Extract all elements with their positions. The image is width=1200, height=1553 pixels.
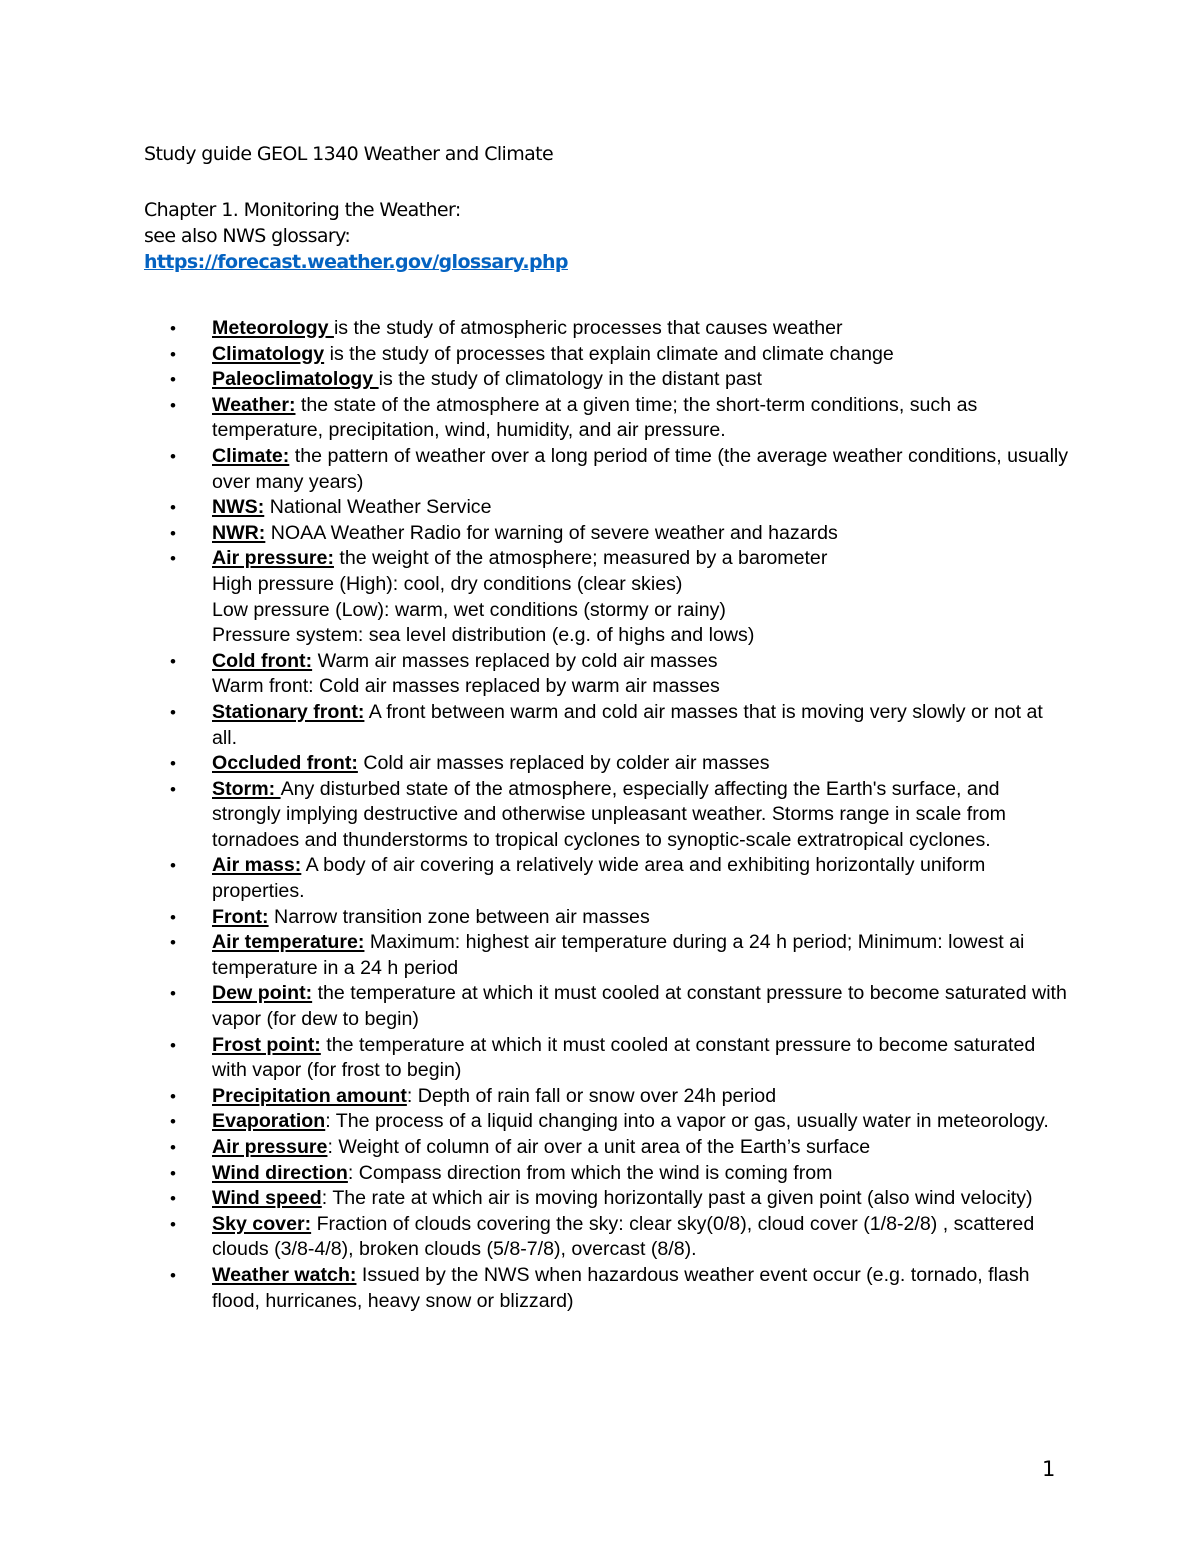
glossary-definition: : Depth of rain fall or snow over 24h period <box>406 1084 777 1107</box>
glossary-item <box>170 777 1070 854</box>
glossary-definition: Warm air masses replaced by cold air masses <box>312 649 718 672</box>
bullet-icon: • <box>170 702 176 722</box>
glossary-term: Air mass: <box>212 854 302 877</box>
bullet-icon: • <box>170 498 176 518</box>
bullet-icon: • <box>170 1035 176 1055</box>
glossary-item <box>170 1161 1070 1187</box>
glossary-item <box>170 316 1070 342</box>
glossary-item <box>170 495 1070 521</box>
glossary-item <box>170 1084 1070 1110</box>
glossary-definition: : Weight of column of air over a unit area of the Earth’s surface <box>327 1136 871 1158</box>
glossary-term: Precipitation amount <box>212 1084 407 1107</box>
page-number: 1 <box>1042 1457 1056 1481</box>
bullet-icon: • <box>170 907 176 927</box>
glossary-term: Occluded front: <box>212 752 358 775</box>
glossary-item <box>170 342 1070 368</box>
glossary-item <box>170 751 1070 777</box>
heading-block <box>144 141 568 275</box>
glossary-definition: A body of air covering a relatively wide area and exhibiting horizontally uniform properties. <box>212 854 986 903</box>
glossary-term: Paleoclimatology <box>212 368 379 391</box>
glossary-item <box>170 1212 1070 1263</box>
glossary-item <box>170 521 1070 547</box>
glossary-item <box>170 649 1070 700</box>
glossary-term: Climate: <box>212 444 290 467</box>
glossary-definition: is the study of processes that explain climate and climate change <box>324 342 894 365</box>
glossary-subline: Warm front: Cold air masses replaced by warm air masses <box>212 675 720 698</box>
glossary-item <box>170 1263 1070 1314</box>
glossary-term: Weather: <box>212 393 296 416</box>
glossary-definition: A front between warm and cold air masses that is moving very slowly or not at all. <box>212 700 1043 749</box>
glossary-definition: : The process of a liquid changing into a vapor or gas, usually water in meteorology. <box>325 1110 1049 1133</box>
bullet-icon: • <box>170 1189 176 1209</box>
bullet-icon: • <box>170 856 176 876</box>
glossary-item <box>170 905 1070 931</box>
bullet-icon: • <box>170 319 176 338</box>
bullet-icon: • <box>170 395 176 415</box>
glossary-term: Storm: <box>212 777 281 800</box>
glossary-item <box>170 1033 1070 1084</box>
bullet-icon: • <box>170 984 176 1004</box>
bullet-icon: • <box>170 523 176 543</box>
glossary-definition: Fraction of clouds covering the sky: clear sky(0/8), cloud cover (1/8-2/8) , scattered clouds (3/8-4/8), broken clouds (5/8-7/8), overcast (8/8). <box>212 1212 1035 1261</box>
glossary-term: Climatology <box>212 342 325 365</box>
bullet-icon: • <box>170 651 176 671</box>
glossary-definition: : The rate at which air is moving horizontally past a given point (also wind velocity) <box>321 1187 1033 1210</box>
glossary-term: Wind speed <box>212 1187 322 1210</box>
glossary-term: Dew point: <box>212 982 313 1005</box>
bullet-icon: • <box>170 446 176 466</box>
nws-glossary-link[interactable]: https://forecast.weather.gov/glossary.php <box>144 251 568 273</box>
glossary-definition: the state of the atmosphere at a given time; the short-term conditions, such as temperature, precipitation, wind, humidity, and air pressure. <box>212 393 978 442</box>
glossary-item <box>170 393 1070 444</box>
glossary-term: Frost point: <box>212 1033 321 1056</box>
glossary-term: Air temperature: <box>212 931 365 954</box>
bullet-icon: • <box>170 1163 176 1183</box>
glossary-subline: Pressure system: sea level distribution (e.g. of highs and lows) <box>212 624 755 647</box>
glossary-definition: is the study of climatology in the distant past <box>378 368 762 391</box>
glossary-term: Weather watch: <box>212 1263 357 1286</box>
glossary-item <box>170 930 1070 981</box>
bullet-icon: • <box>170 370 176 390</box>
bullet-icon: • <box>170 754 176 774</box>
glossary-definition: Maximum: highest air temperature during a 24 h period; Minimum: lowest ai temperature in a 24 h period <box>212 931 1025 979</box>
glossary-definition: National Weather Service <box>264 496 492 519</box>
glossary-term: Meteorology <box>212 317 334 339</box>
glossary-definition: Narrow transition zone between air masses <box>268 905 650 928</box>
glossary-term: Front: <box>212 905 269 928</box>
glossary-term: Air pressure: <box>212 547 334 570</box>
glossary-list <box>170 316 1070 1314</box>
glossary-definition: the weight of the atmosphere; measured by a barometer <box>333 547 828 570</box>
bullet-icon: • <box>170 933 176 953</box>
glossary-definition: : Compass direction from which the wind is coming from <box>347 1161 833 1184</box>
glossary-item <box>170 853 1070 904</box>
bullet-icon: • <box>170 1112 176 1132</box>
glossary-term: Air pressure <box>212 1136 328 1158</box>
bullet-icon: • <box>170 1086 176 1106</box>
glossary-term: Wind direction <box>212 1161 348 1184</box>
glossary-definition: is the study of atmospheric processes that causes weather <box>333 317 843 339</box>
glossary-item <box>170 700 1070 751</box>
glossary-term: NWS: <box>212 496 265 519</box>
glossary-item <box>170 444 1070 495</box>
glossary-definition: the temperature at which it must cooled at constant pressure to become saturated with vapor (for frost to begin) <box>212 1033 1036 1082</box>
glossary-item <box>170 1186 1070 1212</box>
bullet-icon: • <box>170 1138 176 1157</box>
glossary-definition: Issued by the NWS when hazardous weather event occur (e.g. tornado, flash flood, hurricanes, heavy snow or blizzard) <box>212 1263 1030 1312</box>
bullet-icon: • <box>170 1265 176 1285</box>
glossary-item <box>170 1135 1070 1161</box>
bullet-icon: • <box>170 549 176 569</box>
glossary-term: Cold front: <box>212 649 313 672</box>
glossary-item <box>170 981 1070 1032</box>
glossary-term: NWR: <box>212 521 266 544</box>
glossary-term: Sky cover: <box>212 1212 312 1235</box>
bullet-icon: • <box>170 1214 176 1234</box>
glossary-item <box>170 367 1070 393</box>
glossary-definition: the temperature at which it must cooled at constant pressure to become saturated with vapor (for dew to begin) <box>212 982 1067 1031</box>
bullet-icon: • <box>170 344 176 364</box>
chapter-heading: Chapter 1. Monitoring the Weather: <box>144 199 461 221</box>
document-title: Study guide GEOL 1340 Weather and Climate <box>144 143 554 165</box>
glossary-term: Evaporation <box>212 1110 326 1133</box>
see-also-text: see also NWS glossary: <box>144 225 351 247</box>
bullet-icon: • <box>170 779 176 799</box>
glossary-subline: Low pressure (Low): warm, wet conditions (stormy or rainy) <box>212 598 726 621</box>
glossary-term: Stationary front: <box>212 700 365 723</box>
glossary-subline: High pressure (High): cool, dry conditions (clear skies) <box>212 572 683 595</box>
glossary-definition: Any disturbed state of the atmosphere, especially affecting the Earth's surface, and strongly implying destructive and otherwise unpleasant weather. Storms range in scale from tornadoes and thunderstorms to tropical cyclones to synoptic-scale extratropical cyclones. <box>212 777 1006 851</box>
glossary-definition: Cold air masses replaced by colder air masses <box>357 752 770 775</box>
glossary-item <box>170 546 1070 648</box>
glossary-item <box>170 1109 1070 1135</box>
glossary-definition: the pattern of weather over a long period of time (the average weather conditions, usually over many years) <box>212 444 1069 493</box>
glossary-definition: NOAA Weather Radio for warning of severe weather and hazards <box>265 521 838 544</box>
